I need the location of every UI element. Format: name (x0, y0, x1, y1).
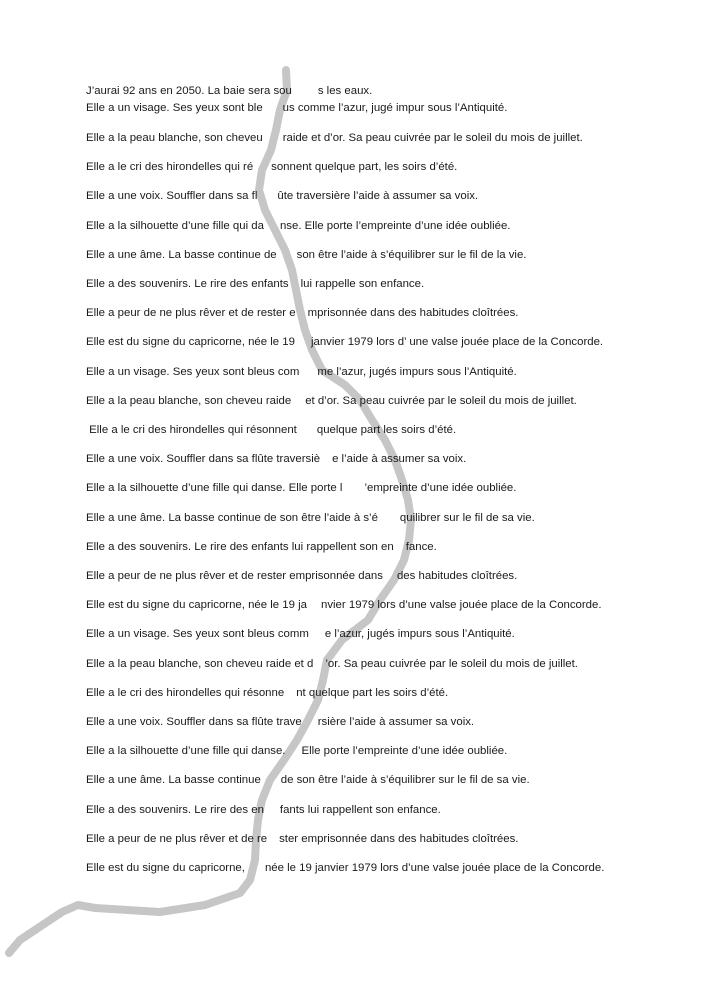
line-part-after-river: janvier 1979 lors d’ une valse jouée place de la Concorde. (310, 336, 604, 349)
poem-line (86, 306, 518, 320)
line-part-before-river: Elle a la silhouette d’une fille qui danse. Elle porte l (86, 482, 343, 495)
poem-line (86, 365, 517, 379)
line-part-before-river: Elle a une voix. Souffler dans sa flûte trave (86, 716, 302, 728)
line-part-before-river: Elle a peur de ne plus rêver et de re (86, 832, 268, 845)
poem-line (86, 832, 518, 846)
line-part-before-river: Elle a la peau blanche, son cheveu raide et d (86, 657, 314, 670)
line-part-after-river: rsière l’aide à assumer sa voix. (317, 716, 475, 728)
line-part-before-river: Elle a la peau blanche, son cheveu raide (86, 394, 292, 407)
poem-line (86, 686, 448, 700)
line-part-after-river: us comme l’azur, jugé impur sous l’Antiquité. (282, 102, 508, 114)
line-part-after-river: quilibrer sur le fil de sa vie. (399, 511, 535, 524)
line-part-before-river: Elle a la peau blanche, son cheveu (86, 132, 263, 144)
line-part-before-river: Elle a peur de ne plus rêver et de rester e (86, 307, 296, 320)
poem-line (86, 452, 466, 466)
poem-line (86, 481, 516, 495)
line-part-after-river: ûte traversière l’aide à assumer sa voix. (277, 190, 479, 203)
line-part-after-river: Elle porte l’empreinte d’une idée oubliée. (301, 745, 508, 758)
line-part-before-river: Elle a une âme. La basse continue de (86, 248, 277, 261)
line-part-after-river: son être l’aide à s’équilibrer sur le fil de la vie. (296, 248, 527, 261)
line-part-after-river: ’empreinte d’une idée oubliée. (364, 482, 517, 495)
line-part-after-river: et d’or. Sa peau cuivrée par le soleil du mois de juillet. (305, 394, 577, 407)
poem-line (86, 160, 457, 174)
line-part-after-river: raide et d’or. Sa peau cuivrée par le soleil du mois de juillet. (282, 132, 583, 144)
poem-line (86, 248, 526, 262)
line-part-before-river: Elle a le cri des hirondelles qui résonne (86, 686, 285, 699)
line-part-after-river: ’or. Sa peau cuivrée par le soleil du mois de juillet. (325, 657, 578, 670)
poem-line (86, 598, 602, 612)
line-part-before-river: Elle a un visage. Ses yeux sont ble (86, 102, 263, 114)
line-part-before-river: Elle a des souvenirs. Le rire des enfants (86, 278, 289, 290)
poem-line (86, 101, 507, 115)
poem-line (86, 744, 507, 758)
poem-line (86, 394, 577, 408)
line-part-after-river: des habitudes cloîtrées. (396, 570, 518, 582)
line-part-before-river: Elle a la silhouette d’une fille qui danse. (86, 745, 286, 758)
line-part-after-river: me l’azur, jugés impurs sous l’Antiquité. (317, 365, 517, 378)
poem-line (86, 335, 603, 349)
line-part-before-river: Elle a un visage. Ses yeux sont bleus com (86, 365, 300, 378)
line-part-after-river: nvier 1979 lors d’une valse jouée place de la Concorde. (321, 599, 602, 612)
poem-line (86, 773, 530, 787)
poem-line (86, 569, 517, 583)
line-part-after-river: s les eaux. (317, 85, 373, 97)
poem-line (86, 540, 437, 554)
line-part-after-river: née le 19 janvier 1979 lors d’une valse jouée place de la Concorde. (264, 862, 605, 874)
line-part-before-river: Elle a peur de ne plus rêver et de rester emprisonnée dans (86, 570, 383, 582)
line-part-after-river: fants lui rappellent son enfance. (279, 803, 441, 816)
line-part-after-river: fance. (405, 540, 437, 553)
poem-line (86, 423, 456, 437)
poem-line (86, 627, 515, 641)
line-part-before-river: Elle a une âme. La basse continue (86, 774, 261, 787)
poem-line (86, 131, 583, 145)
poem-line (86, 511, 535, 525)
line-part-before-river: J’aurai 92 ans en 2050. La baie sera sou (86, 85, 292, 97)
line-part-before-river: Elle a la silhouette d’une fille qui da (86, 219, 264, 232)
line-part-after-river: e l’aide à assumer sa voix. (332, 453, 467, 466)
poem-line (86, 84, 372, 98)
poem-line (86, 803, 441, 817)
poem-line (86, 861, 604, 875)
line-part-before-river: Elle est du signe du capricorne, née le 19 ja (86, 599, 307, 612)
line-part-before-river: Elle a le cri des hirondelles qui résonnent (86, 424, 297, 436)
poem-line (86, 277, 424, 291)
line-part-before-river: Elle a des souvenirs. Le rire des enfants lui rappellent son en (86, 540, 394, 553)
line-part-before-river: Elle a un visage. Ses yeux sont bleus comm (86, 628, 309, 641)
poem-line (86, 715, 474, 729)
line-part-before-river: Elle a une âme. La basse continue de son être l’aide à s’é (86, 511, 378, 524)
poem-line (86, 219, 510, 233)
line-part-after-river: quelque part les soirs d’été. (316, 424, 457, 436)
line-part-after-river: nt quelque part les soirs d’été. (296, 686, 449, 699)
line-part-after-river: lui rappelle son enfance. (300, 278, 425, 290)
poem-line (86, 189, 478, 203)
line-part-after-river: de son être l’aide à s’équilibrer sur le fil de sa vie. (280, 774, 530, 787)
line-part-after-river: nse. Elle porte l’empreinte d’une idée oubliée. (279, 219, 511, 232)
line-part-after-river: e l’azur, jugés impurs sous l’Antiquité. (324, 628, 515, 641)
line-part-before-river: Elle a une voix. Souffler dans sa fl (86, 190, 258, 203)
line-part-after-river: mprisonnée dans des habitudes cloîtrées. (307, 307, 519, 320)
line-part-before-river: Elle est du signe du capricorne, (86, 862, 245, 874)
line-part-before-river: Elle a une voix. Souffler dans sa flûte traversiè (86, 453, 321, 466)
line-part-after-river: sonnent quelque part, les soirs d’été. (271, 161, 458, 174)
line-part-before-river: Elle est du signe du capricorne, née le 19 (86, 336, 295, 349)
line-part-before-river: Elle a des souvenirs. Le rire des en (86, 803, 264, 816)
poem-line (86, 657, 578, 671)
line-part-after-river: ster emprisonnée dans des habitudes cloîtrées. (279, 832, 519, 845)
line-part-before-river: Elle a le cri des hirondelles qui ré (86, 161, 254, 174)
